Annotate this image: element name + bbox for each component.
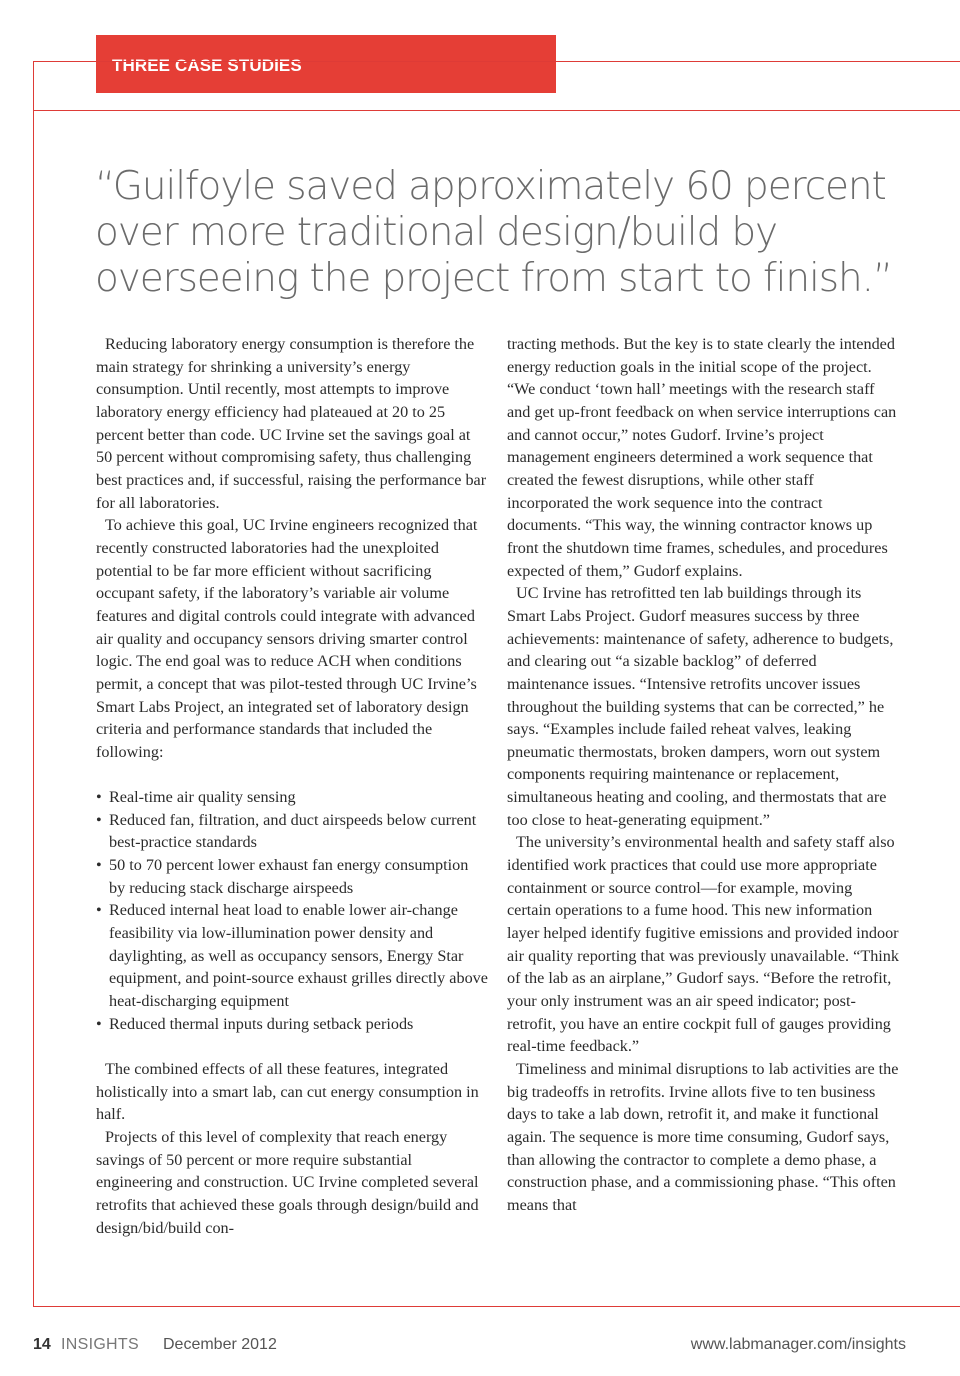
list-item: • Reduced internal heat load to enable lower air-change feasibility via low-illumination power density and daylighting, as well as occupancy sensors, Energy Star equipment, and point-source exhaust grilles directly above heat-discharging equipment	[96, 899, 488, 1012]
magazine-section: INSIGHTS	[61, 1336, 139, 1353]
body-paragraph: To achieve this goal, UC Irvine engineers recognized that recently constructed laboratories had the unexploited potential to be far more efficient without sacrificing occupant safety, if the laboratory’s variable air volume features and digital controls could integrate with advanced air quality and occupancy sensors driving smarter control logic. The end goal was to reduce ACH when conditions permit, a concept that was pilot-tested through UC Irvine’s Smart Labs Project, an integrated set of laboratory design criteria and performance standards that included the following:	[96, 516, 478, 761]
right-column	[507, 333, 899, 1217]
issue-date: December 2012	[163, 1336, 277, 1353]
header-divider	[33, 110, 960, 111]
body-paragraph: Projects of this level of complexity that reach energy savings of 50 percent or more require substantial engineering and construction. UC Irvine completed several retrofits that achieved these goals through design/build and design/bid/build con-	[96, 1127, 479, 1237]
paragraph-gap	[96, 763, 488, 786]
page-number: 14	[33, 1336, 51, 1353]
body-paragraph: UC Irvine has retrofitted ten lab buildings through its Smart Labs Project. Gudorf measures success by three achievements: maintenance of safety, adherence to budgets, and clearing out “a sizable backlog” of deferred maintenance issues. “Intensive retrofits uncover issues throughout the building systems that can be corrected,” he says. “Examples include failed reheat valves, leaking pneumatic thermostats, broken dampers, worn out system components requiring maintenance or replacement, simultaneous heating and cooling, and thermostats that are too close to heat-generating equipment.”	[507, 584, 894, 829]
list-item: • Real-time air quality sensing	[96, 786, 488, 809]
body-paragraph: The combined effects of all these features, integrated holistically into a smart lab, can cut energy consumption in half.	[96, 1059, 479, 1124]
paragraph-gap	[96, 1035, 488, 1058]
website-link[interactable]: www.labmanager.com/insights	[690, 1336, 906, 1353]
pull-quote: “Guilfoyle saved approximately 60 percent over more traditional design/build by overseeing the project from start to finish.”	[95, 164, 892, 301]
left-column	[96, 333, 488, 1239]
list-item: • Reduced thermal inputs during setback periods	[96, 1013, 488, 1036]
section-label: THREE CASE STUDIES	[112, 56, 302, 75]
body-paragraph: The university’s environmental health and safety staff also identified work practices that could use more appropriate containment or source control—for example, moving certain operations to a fume hood. This new information layer helped identify fugitive emissions and provided indoor air quality reporting that was previously unavailable. “Think of the lab as an airplane,” Gudorf says. “Before the retrofit, your only instrument was an air speed indicator; post-retrofit, you have an entire cockpit full of gauges providing real-time feedback.”	[507, 833, 899, 1056]
body-paragraph: tracting methods. But the key is to state clearly the intended energy reduction goals in the initial scope of the project. “We conduct ‘town hall’ meetings with the research staff and get up-front feedback on when service interruptions can and cannot occur,” notes Gudorf. Irvine’s project management engineers determined a work sequence that created the fewest disruptions, while other staff incorporated the work sequence into the contract documents. “This way, the winning contractor knows up front the shutdown time frames, schedules, and procedures expected of them,” Gudorf explains.	[507, 335, 897, 580]
body-paragraph: Reducing laboratory energy consumption is therefore the main strategy for shrinking a university’s energy consumption. Until recently, most attempts to improve laboratory energy efficiency had plateaued at 20 to 25 percent better than code. UC Irvine set the savings goal at 50 percent without compromising safety, thus challenging best practices and, if successful, raising the performance bar for all laboratories.	[96, 335, 487, 512]
list-item: • Reduced fan, filtration, and duct airspeeds below current best-practice standards	[96, 809, 488, 854]
feature-list	[96, 786, 488, 1035]
list-item: • 50 to 70 percent lower exhaust fan energy consumption by reducing stack discharge airspeeds	[96, 854, 488, 899]
body-paragraph: Timeliness and minimal disruptions to lab activities are the big tradeoffs in retrofits. Irvine allots five to ten business days to take a lab down, retrofit it, and make it functional again. The sequence is more time consuming, Gudorf says, than allowing the contractor to complete a demo phase, a construction phase, and a commissioning phase. “This often means that	[507, 1060, 899, 1214]
